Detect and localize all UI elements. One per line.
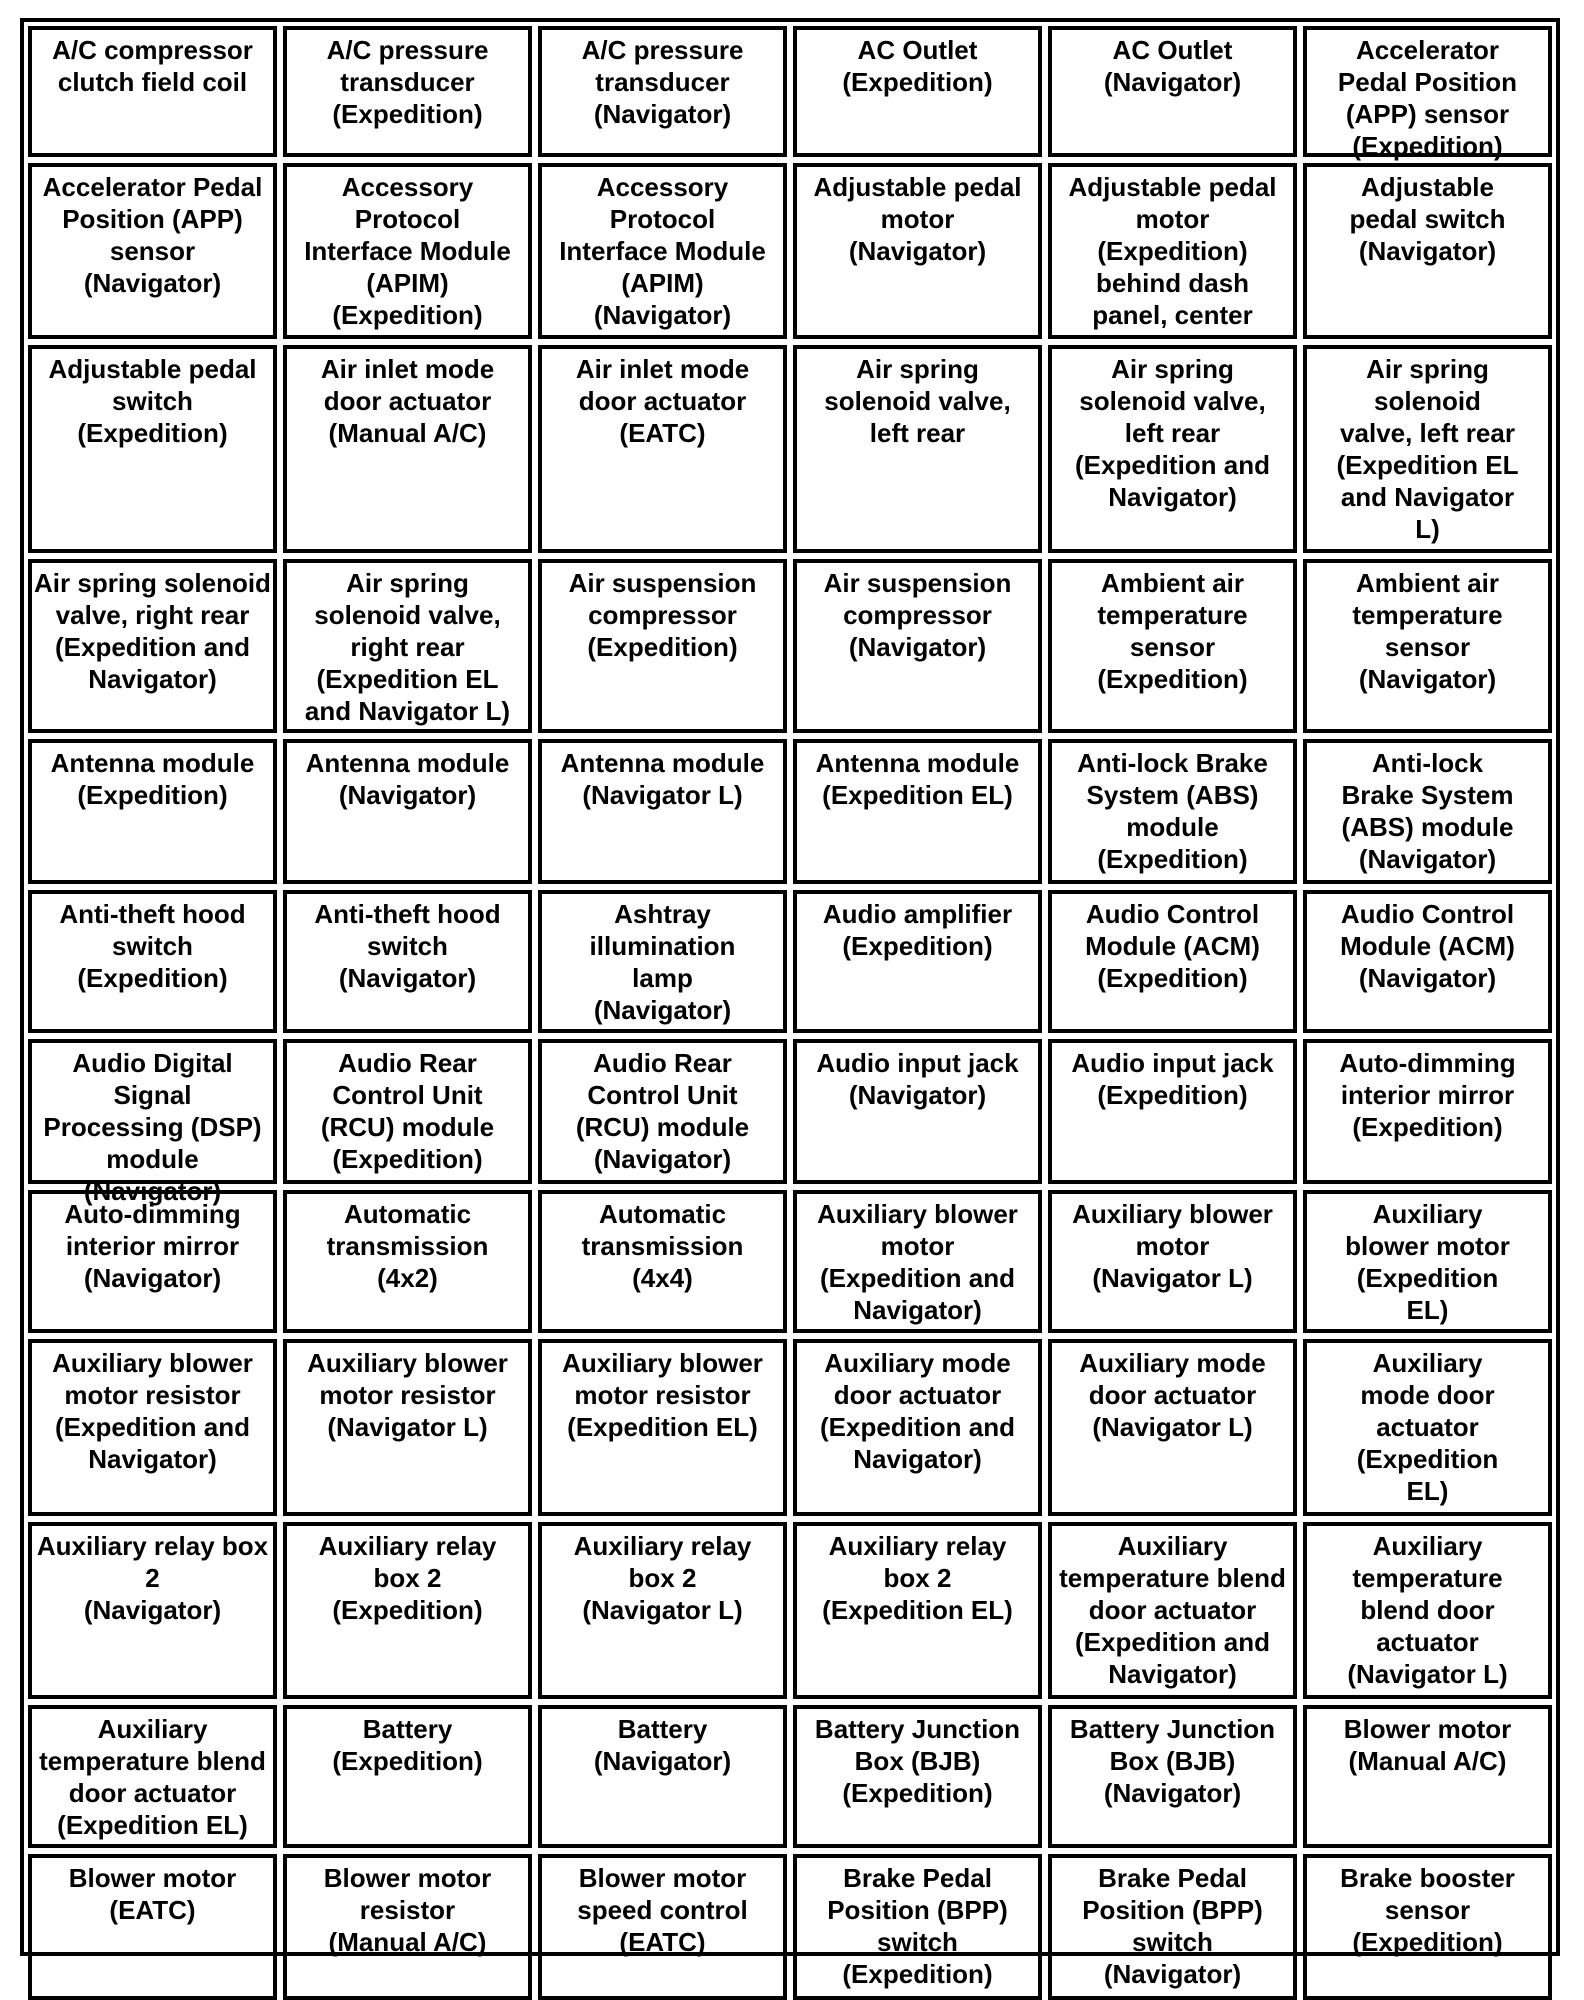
table-cell: Anti-theft hood switch (Expedition) [28,890,277,1033]
table-cell: Auxiliary relay box 2 (Expedition) [283,1522,532,1699]
table-cell: A/C pressure transducer (Expedition) [283,26,532,157]
table-cell: Adjustable pedal switch (Expedition) [28,345,277,553]
table-cell: Air suspension compressor (Expedition) [538,559,787,733]
table-cell: AC Outlet (Navigator) [1048,26,1297,157]
table-cell: Audio input jack (Navigator) [793,1039,1042,1184]
table-cell: Auxiliary mode door actuator (Expedition EL) [1303,1339,1552,1516]
table-cell: Brake Pedal Position (BPP) switch (Navigator) [1048,1854,1297,2000]
table-cell: Anti-lock Brake System (ABS) module (Expedition) [1048,739,1297,884]
table-cell: Battery (Navigator) [538,1705,787,1848]
table-cell: Antenna module (Expedition) [28,739,277,884]
table-cell: Blower motor (Manual A/C) [1303,1705,1552,1848]
table-cell: Accelerator Pedal Position (APP) sensor (Navigator) [28,163,277,339]
table-cell: Auxiliary relay box 2 (Expedition EL) [793,1522,1042,1699]
table-cell: Blower motor resistor (Manual A/C) [283,1854,532,2000]
table-cell: Automatic transmission (4x4) [538,1190,787,1333]
table-cell: Accessory Protocol Interface Module (APIM) (Navigator) [538,163,787,339]
table-cell: Auxiliary temperature blend door actuator (Navigator L) [1303,1522,1552,1699]
table-cell: Air spring solenoid valve, right rear (Expedition EL and Navigator L) [283,559,532,733]
table-cell: Auto-dimming interior mirror (Expedition) [1303,1039,1552,1184]
table-cell: Audio Rear Control Unit (RCU) module (Expedition) [283,1039,532,1184]
table-cell: A/C compressor clutch field coil [28,26,277,157]
table-cell: Audio amplifier (Expedition) [793,890,1042,1033]
table-cell: Brake Pedal Position (BPP) switch (Expedition) [793,1854,1042,2000]
table-cell: Antenna module (Expedition EL) [793,739,1042,884]
table-cell: Auxiliary relay box 2 (Navigator L) [538,1522,787,1699]
table-cell: Auxiliary temperature blend door actuator (Expedition and Navigator) [1048,1522,1297,1699]
table-cell: Ambient air temperature sensor (Navigator) [1303,559,1552,733]
table-cell: Auxiliary blower motor resistor (Expedition and Navigator) [28,1339,277,1516]
table-cell: Adjustable pedal switch (Navigator) [1303,163,1552,339]
table-cell: Battery (Expedition) [283,1705,532,1848]
table-cell: Accelerator Pedal Position (APP) sensor (Expedition) [1303,26,1552,157]
table-cell: A/C pressure transducer (Navigator) [538,26,787,157]
table-cell: Auxiliary blower motor resistor (Navigator L) [283,1339,532,1516]
table-cell: Air spring solenoid valve, left rear (Expedition EL and Navigator L) [1303,345,1552,553]
table-cell: Auto-dimming interior mirror (Navigator) [28,1190,277,1333]
table-cell: Adjustable pedal motor (Navigator) [793,163,1042,339]
table-cell: Air inlet mode door actuator (Manual A/C) [283,345,532,553]
table-cell: Adjustable pedal motor (Expedition) behind dash panel, center [1048,163,1297,339]
table-cell: Antenna module (Navigator) [283,739,532,884]
table-cell: Automatic transmission (4x2) [283,1190,532,1333]
component-index-table [20,18,1560,1989]
table-cell: Auxiliary mode door actuator (Expedition and Navigator) [793,1339,1042,1516]
table-cell: Audio Control Module (ACM) (Navigator) [1303,890,1552,1033]
table-cell: Audio input jack (Expedition) [1048,1039,1297,1184]
table-cell: Battery Junction Box (BJB) (Expedition) [793,1705,1042,1848]
table-cell: Brake booster sensor (Expedition) [1303,1854,1552,2000]
table-cell: Air suspension compressor (Navigator) [793,559,1042,733]
table-cell: Anti-theft hood switch (Navigator) [283,890,532,1033]
table-cell: Auxiliary blower motor (Expedition and Navigator) [793,1190,1042,1333]
table-cell: Air spring solenoid valve, right rear (Expedition and Navigator) [28,559,277,733]
table-cell: Ashtray illumination lamp (Navigator) [538,890,787,1033]
table-cell: Auxiliary blower motor resistor (Expedition EL) [538,1339,787,1516]
table-cell: Antenna module (Navigator L) [538,739,787,884]
table-cell: Audio Rear Control Unit (RCU) module (Navigator) [538,1039,787,1184]
table-cell: Battery Junction Box (BJB) (Navigator) [1048,1705,1297,1848]
table-cell: Ambient air temperature sensor (Expedition) [1048,559,1297,733]
table-cell: Air spring solenoid valve, left rear (Expedition and Navigator) [1048,345,1297,553]
table-cell: Blower motor speed control (EATC) [538,1854,787,2000]
table-cell: Air inlet mode door actuator (EATC) [538,345,787,553]
table-cell: Anti-lock Brake System (ABS) module (Navigator) [1303,739,1552,884]
table-cell: Auxiliary mode door actuator (Navigator L) [1048,1339,1297,1516]
table-cell: Blower motor (EATC) [28,1854,277,2000]
table-cell: Auxiliary relay box 2 (Navigator) [28,1522,277,1699]
table-cell: Auxiliary temperature blend door actuator (Expedition EL) [28,1705,277,1848]
table-cell: Auxiliary blower motor (Expedition EL) [1303,1190,1552,1333]
table-cell: Audio Control Module (ACM) (Expedition) [1048,890,1297,1033]
table-cell: Auxiliary blower motor (Navigator L) [1048,1190,1297,1333]
table-cell: AC Outlet (Expedition) [793,26,1042,157]
table-cell: Audio Digital Signal Processing (DSP) module (Navigator) [28,1039,277,1184]
table-cell: Air spring solenoid valve, left rear [793,345,1042,553]
table-cell: Accessory Protocol Interface Module (APIM) (Expedition) [283,163,532,339]
